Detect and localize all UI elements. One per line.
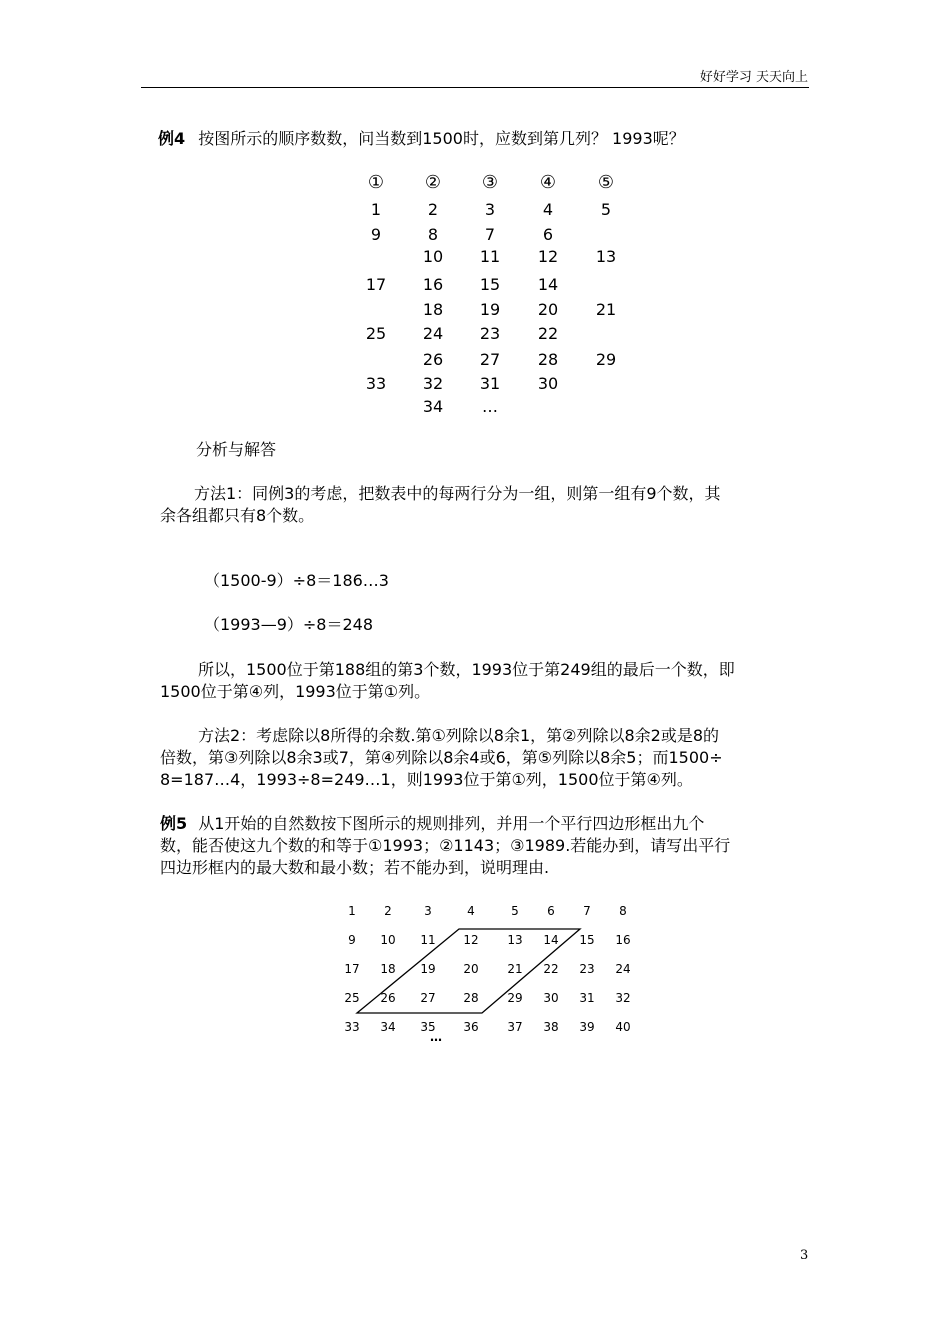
method1-line1: 方法1：同例3的考虑，把数表中的每两行分为一组，则第一组有9个数，其 (194, 484, 721, 503)
grid-cell: 25 (344, 991, 360, 1005)
table-cell: 7 (484, 225, 496, 244)
grid-cell: 15 (579, 933, 595, 947)
grid-cell: 17 (344, 962, 360, 976)
grid-cell: 21 (507, 962, 523, 976)
table-cell: 28 (537, 350, 559, 369)
grid-cell: 36 (463, 1020, 479, 1034)
grid-cell: 31 (579, 991, 595, 1005)
method1-line2: 余各组都只有8个数。 (160, 506, 315, 525)
grid-cell: 6 (547, 904, 555, 918)
table-cell: 1 (370, 200, 382, 219)
table-cell: 23 (479, 324, 501, 343)
column-header-5: ⑤ (597, 172, 615, 193)
grid-cell: 28 (463, 991, 479, 1005)
grid-cell: 40 (615, 1020, 631, 1034)
grid-cell: 5 (511, 904, 519, 918)
table-cell: 33 (365, 374, 387, 393)
grid-cell: 33 (344, 1020, 360, 1034)
table-cell: 19 (479, 300, 501, 319)
grid-cell: 39 (579, 1020, 595, 1034)
example5-line2: 数，能否使这九个数的和等于①1993；②1143；③1989.若能办到，请写出平行 (160, 836, 731, 855)
table-cell: 22 (537, 324, 559, 343)
grid-cell: 24 (615, 962, 631, 976)
page-number: 3 (800, 1248, 809, 1263)
table-cell: 25 (365, 324, 387, 343)
grid-cell: 18 (380, 962, 396, 976)
conclusion-line1: 所以，1500位于第188组的第3个数，1993位于第249组的最后一个数，即 (198, 660, 735, 679)
table-cell: 34 (422, 397, 444, 416)
column-header-4: ④ (539, 172, 557, 193)
table-cell: 32 (422, 374, 444, 393)
grid-ellipsis: … (430, 1030, 442, 1044)
table-cell: … (482, 397, 498, 416)
header-text: 好好学习 天天向上 (699, 70, 808, 85)
table-cell: 3 (484, 200, 496, 219)
grid-cell: 32 (615, 991, 631, 1005)
table-cell: 21 (595, 300, 617, 319)
method2-line3: 8=187…4，1993÷8=249…1，则1993位于第①列，1500位于第④列。 (160, 770, 693, 789)
table-cell: 2 (427, 200, 439, 219)
table-cell: 14 (537, 275, 559, 294)
method2-line1: 方法2：考虑除以8所得的余数.第①列除以8余1，第②列除以8余2或是8的 (198, 726, 720, 745)
table-cell: 26 (422, 350, 444, 369)
table-cell: 10 (422, 247, 444, 266)
grid-cell: 22 (543, 962, 559, 976)
grid-cell: 35 (420, 1020, 436, 1034)
grid-cell: 12 (463, 933, 479, 947)
table-cell: 12 (537, 247, 559, 266)
table-cell: 17 (365, 275, 387, 294)
example5-line3: 四边形框内的最大数和最小数；若不能办到，说明理由. (160, 858, 550, 877)
grid-cell: 20 (463, 962, 479, 976)
grid-cell: 4 (467, 904, 475, 918)
column-header-1: ① (367, 172, 385, 193)
calc1: （1500-9）÷8＝186…3 (204, 571, 389, 590)
grid-cell: 27 (420, 991, 436, 1005)
parallelogram-outline (357, 929, 580, 1013)
table-cell: 30 (537, 374, 559, 393)
grid-cell: 26 (380, 991, 396, 1005)
grid-cell: 30 (543, 991, 559, 1005)
example4-label: 例4 (158, 129, 186, 148)
example5-label: 例5 (160, 814, 188, 833)
grid-cell: 10 (380, 933, 396, 947)
table-cell: 24 (422, 324, 444, 343)
table-cell: 31 (479, 374, 501, 393)
table-cell: 5 (600, 200, 612, 219)
table-cell: 18 (422, 300, 444, 319)
grid-cell: 13 (507, 933, 523, 947)
grid-cell: 34 (380, 1020, 396, 1034)
table-cell: 11 (479, 247, 501, 266)
analysis-title: 分析与解答 (196, 440, 277, 459)
column-header-3: ③ (481, 172, 499, 193)
table-cell: 4 (542, 200, 554, 219)
example4-question: 按图所示的顺序数数，问当数到1500时，应数到第几列？ 1993呢？ (198, 129, 685, 148)
table-cell: 9 (370, 225, 382, 244)
grid-cell: 37 (507, 1020, 523, 1034)
grid-cell: 7 (583, 904, 591, 918)
grid-cell: 38 (543, 1020, 559, 1034)
method2-line2: 倍数，第③列除以8余3或7，第④列除以8余4或6，第⑤列除以8余5；而1500÷ (160, 748, 723, 767)
grid-cell: 3 (424, 904, 432, 918)
table-cell: 27 (479, 350, 501, 369)
table-cell: 15 (479, 275, 501, 294)
grid-cell: 11 (420, 933, 436, 947)
table-cell: 20 (537, 300, 559, 319)
example5-line1: 从1开始的自然数按下图所示的规则排列，并用一个平行四边形框出九个 (198, 814, 705, 833)
grid-cell: 16 (615, 933, 631, 947)
table-cell: 6 (542, 225, 554, 244)
grid-cell: 1 (348, 904, 356, 918)
table-cell: 8 (427, 225, 439, 244)
grid-cell: 29 (507, 991, 523, 1005)
grid-cell: 23 (579, 962, 595, 976)
grid-cell: 8 (619, 904, 627, 918)
grid-cell: 9 (348, 933, 356, 947)
grid-cell: 19 (420, 962, 436, 976)
table-cell: 16 (422, 275, 444, 294)
table-cell: 13 (595, 247, 617, 266)
conclusion-line2: 1500位于第④列，1993位于第①列。 (160, 682, 431, 701)
table-cell: 29 (595, 350, 617, 369)
calc2: （1993—9）÷8＝248 (204, 615, 374, 634)
grid-cell: 2 (384, 904, 392, 918)
grid-cell: 14 (543, 933, 559, 947)
column-header-2: ② (424, 172, 442, 193)
